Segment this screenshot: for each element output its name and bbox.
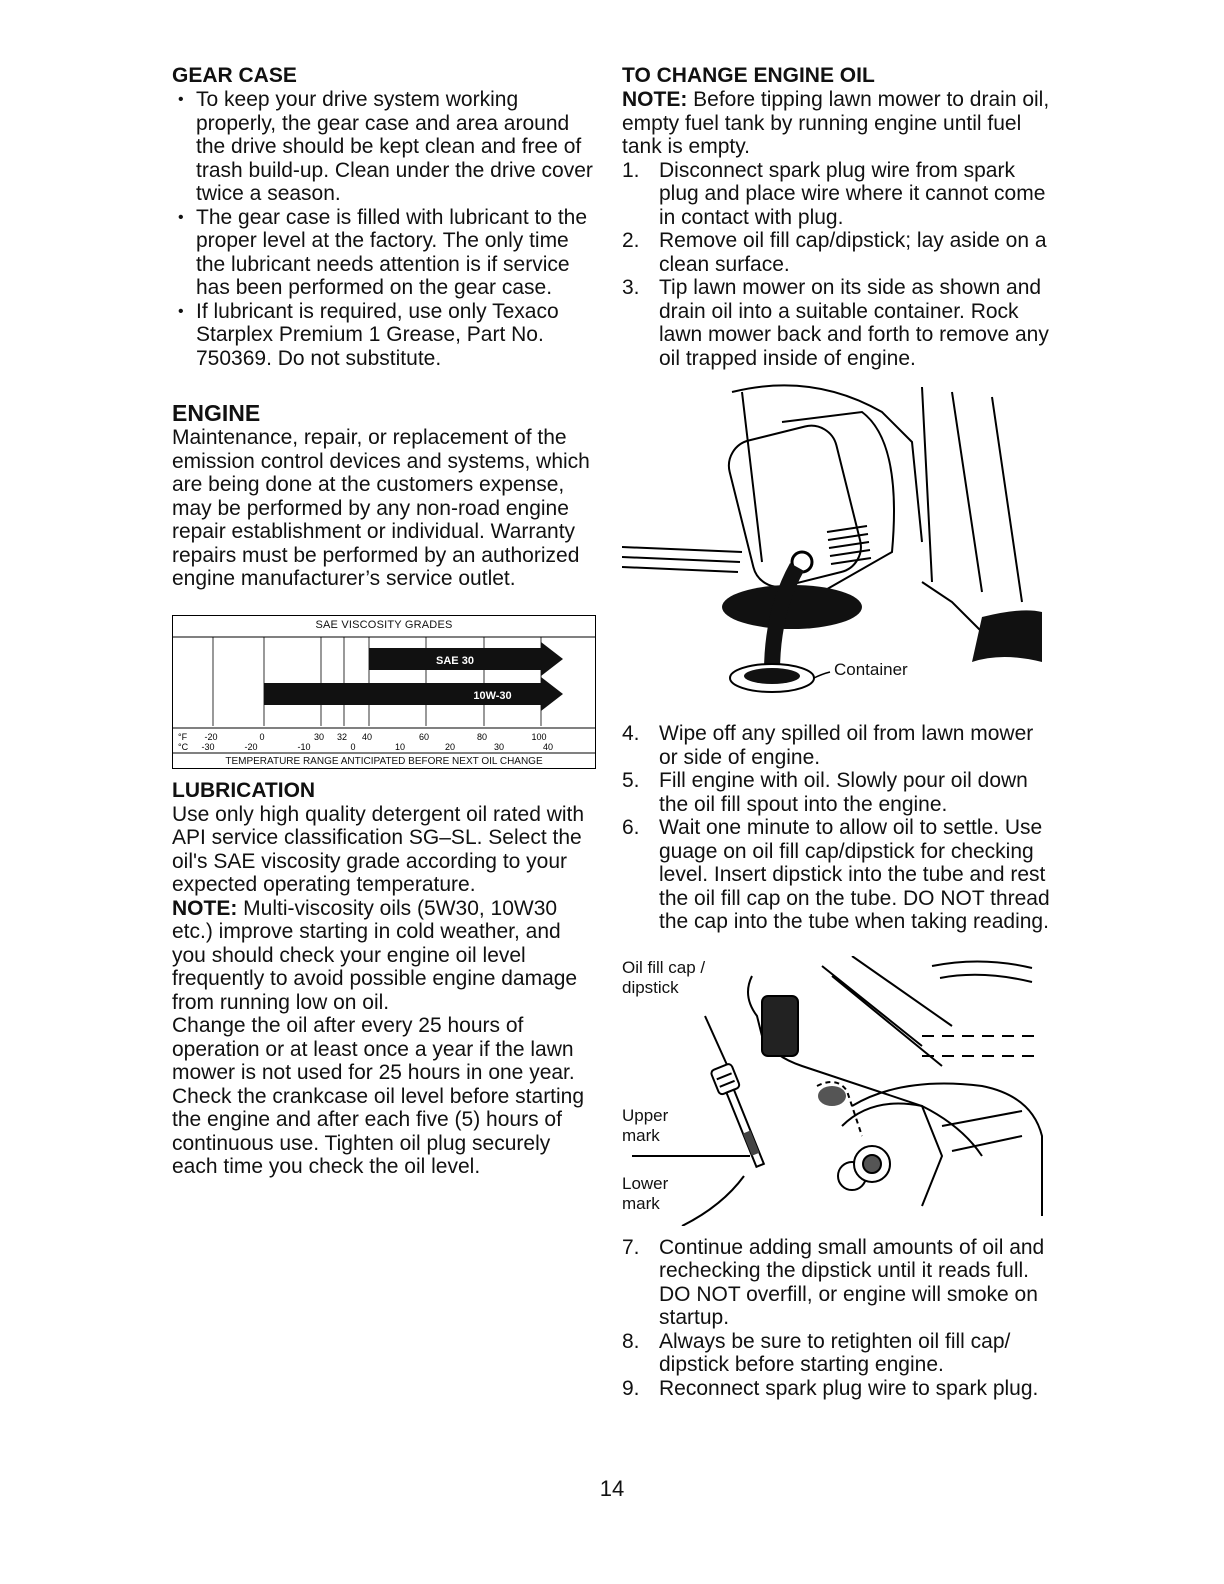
step-item: [622, 159, 1052, 230]
note-text: Before tipping lawn mower to drain oil, empty fuel tank by running engine until fuel tank is empty.: [622, 88, 1050, 158]
f-tick-label: -20: [204, 731, 218, 742]
gear-case-list: [172, 88, 597, 370]
f-tick-label: 80: [476, 731, 488, 742]
series-label: 10W-30: [473, 689, 512, 702]
steps-list-b: [622, 722, 1052, 934]
cap-label-line: dipstick: [622, 977, 679, 997]
right-column: [622, 64, 1052, 1400]
upper-mark-label: [622, 1106, 668, 1146]
f-tick-label: 100: [531, 731, 547, 742]
lubrication-p3: Check the crankcase oil level before starting the engine and after each five (5) hours of continuous use. Tighten oil plug securely each time you check the oil level.: [172, 1084, 585, 1178]
page-number: 14: [599, 1476, 625, 1501]
cap-label-line: Oil fill cap /: [622, 957, 706, 977]
f-tick-label: 0: [259, 731, 265, 742]
lower-label-line: Lower: [622, 1173, 669, 1193]
note-text: Multi-viscosity oils (5W30, 10W30 etc.) improve starting in cold weather, and you should check your engine oil level frequently to avoid possible engine damage from running low on oil.: [172, 896, 578, 1014]
dipstick-figure: [622, 956, 1052, 1226]
f-tick-label: 40: [361, 731, 373, 742]
step-number: 2.: [622, 229, 640, 252]
step-text: Continue adding small amounts of oil and rechecking the dipstick until it reads full. DO NOT overfill, or engine will smoke on startup.: [659, 1235, 1045, 1329]
c-tick-label: 40: [542, 741, 554, 752]
step-item: [622, 1236, 1052, 1330]
c-tick-label: -20: [244, 741, 258, 752]
c-tick-label: -30: [201, 741, 215, 752]
step-text: Disconnect spark plug wire from spark plug and place wire where it cannot come in contact with plug.: [659, 158, 1046, 229]
lubrication-note: [172, 897, 597, 1015]
steps-list-c: [622, 1236, 1052, 1401]
step-item: [622, 816, 1052, 934]
step-item: [622, 276, 1052, 370]
step-text: Remove oil fill cap/dipstick; lay aside on a clean surface.: [659, 229, 1047, 276]
step-text: Always be sure to retighten oil fill cap/ dipstick before starting engine.: [659, 1329, 1011, 1376]
step-number: 5.: [622, 769, 640, 792]
steps-list-a: [622, 159, 1052, 371]
container-label: Container: [834, 660, 908, 679]
upper-label-line: Upper: [622, 1105, 669, 1125]
series-arrow: [541, 642, 563, 676]
gear-case-bullet: • To keep your drive system working properly, the gear case and area around the drive should be kept clean and free of trash build-up. Clean under the drive cover twice a season.: [172, 88, 597, 206]
engine-body: Maintenance, repair, or replacement of the emission control devices and systems, which are being done at the customers expense, may be performed by any non-road engine repair establishment or individual. Warranty repairs must be performed by an authorized engine manufacturer’s service outlet.: [172, 426, 590, 590]
engine-heading: ENGINE: [172, 400, 261, 426]
f-unit-label: °F: [178, 731, 188, 742]
c-unit-label: °C: [178, 741, 189, 752]
step-number: 3.: [622, 276, 640, 299]
step-number: 6.: [622, 816, 640, 839]
gear-case-bullet: • If lubricant is required, use only Texaco Starplex Premium 1 Grease, Part No. 750369. Do not substitute.: [172, 300, 597, 371]
viscosity-chart: [172, 615, 596, 769]
f-tick-label: 30: [313, 731, 325, 742]
step-item: [622, 769, 1052, 816]
c-tick-label: 30: [493, 741, 505, 752]
c-tick-label: 10: [394, 741, 406, 752]
gear-case-heading: GEAR CASE: [172, 64, 297, 87]
change-oil-heading: TO CHANGE ENGINE OIL: [622, 64, 875, 87]
step-number: 8.: [622, 1329, 640, 1353]
lubrication-heading: LUBRICATION: [172, 778, 316, 802]
f-tick-label: 60: [418, 731, 430, 742]
step-item: [622, 1377, 1052, 1401]
step-number: 9.: [622, 1376, 640, 1400]
chart-title: SAE VISCOSITY GRADES: [315, 618, 453, 631]
note-label: NOTE:: [172, 896, 238, 920]
lubrication-p1: Use only high quality detergent oil rated with API service classification SG–SL. Select the oil's SAE viscosity grade according to your expected operating temperature.: [172, 802, 585, 896]
step-text: Tip lawn mower on its side as shown and drain oil into a suitable container. Rock lawn mower back and forth to remove any oil trapped inside of engine.: [659, 276, 1049, 370]
upper-label-line: mark: [622, 1125, 660, 1145]
step-item: [622, 1330, 1052, 1377]
viscosity-chart-svg: [173, 616, 595, 768]
gear-case-bullet: • The gear case is filled with lubricant to the proper level at the factory. The only time the lubricant needs attention is if service has been performed on the gear case.: [172, 206, 597, 300]
step-item: [622, 722, 1052, 769]
series-arrow: [541, 677, 563, 711]
step-text: Wait one minute to allow oil to settle. Use guage on oil fill cap/dipstick for checking level. Insert dipstick into the tube and rest the oil fill cap on the tube. DO NOT thread the cap into the tube when taking reading.: [659, 816, 1050, 933]
chart-xlabel: TEMPERATURE RANGE ANTICIPATED BEFORE NEXT OIL CHANGE: [225, 755, 543, 767]
series-label: SAE 30: [436, 654, 474, 667]
step-text: Reconnect spark plug wire to spark plug.: [659, 1376, 1039, 1400]
f-tick-label: 32: [336, 731, 348, 742]
drain-oil-figure: [622, 382, 1052, 714]
lubrication-p2: Change the oil after every 25 hours of operation or at least once a year if the lawn mower is not used for 25 hours in one year.: [172, 1014, 575, 1084]
step-number: 1.: [622, 158, 640, 182]
lower-mark-label: [622, 1174, 668, 1214]
step-item: [622, 229, 1052, 276]
oil-fill-cap-label: [622, 958, 705, 998]
c-tick-label: 0: [350, 741, 356, 752]
step-number: 7.: [622, 1235, 640, 1259]
change-oil-note: [622, 88, 1052, 159]
step-text: Wipe off any spilled oil from lawn mower or side of engine.: [659, 722, 1034, 769]
note-label: NOTE:: [622, 88, 688, 111]
step-text: Fill engine with oil. Slowly pour oil down the oil fill spout into the engine.: [659, 769, 1028, 816]
lower-label-line: mark: [622, 1193, 660, 1213]
c-tick-label: -10: [297, 741, 311, 752]
c-tick-label: 20: [444, 741, 456, 752]
left-column: [172, 64, 597, 1179]
step-number: 4.: [622, 722, 640, 745]
